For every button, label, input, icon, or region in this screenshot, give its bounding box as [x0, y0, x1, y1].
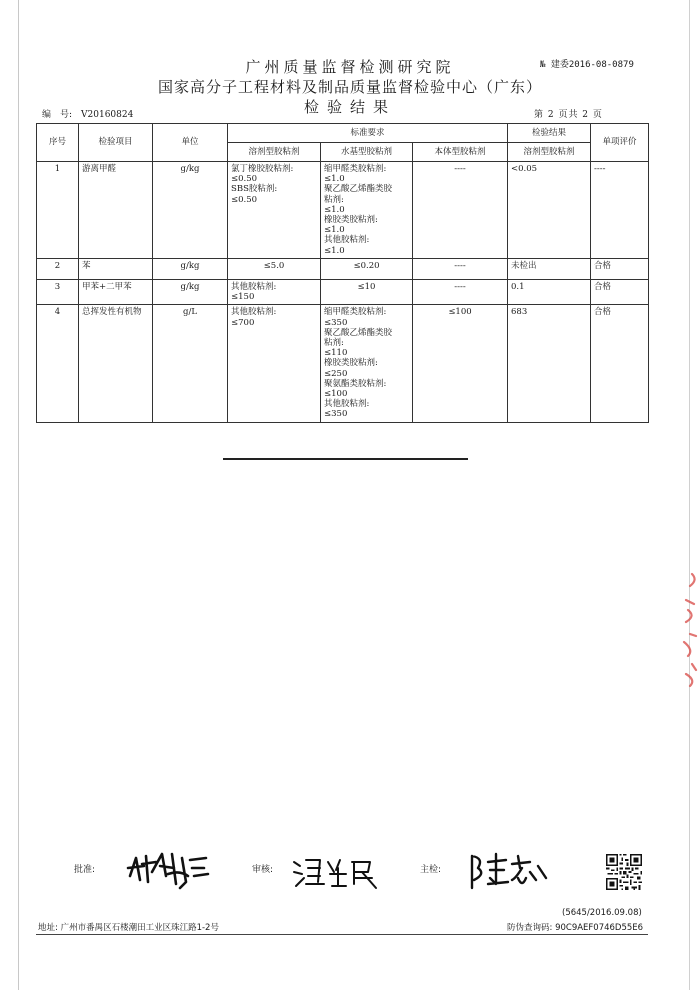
col-header-no: 序号: [37, 124, 79, 162]
chief-inspector-signature: [466, 848, 552, 892]
col-header-unit: 单位: [153, 124, 228, 162]
page-indicator: 第 2 页共 2 页: [534, 110, 603, 120]
standard-solvent-line: ≤0.50: [231, 174, 258, 185]
standard-water-line: 粘剂:: [324, 338, 344, 349]
standard-solvent-line: SBS胶粘剂:: [231, 184, 278, 195]
chief-inspector-label: 主检:: [420, 865, 442, 875]
approver-signature: [122, 846, 212, 890]
review-label: 审核:: [252, 865, 274, 875]
org-name-line2: 国家高分子工程材料及制品质量监督检验中心（广东）: [157, 78, 542, 96]
address: 地址: 广州市番禺区石楼潮田工业区珠江路1-2号: [38, 923, 219, 933]
standard-water-line: ≤1.0: [324, 174, 345, 185]
standard-water-line: ≤1.0: [324, 225, 345, 236]
row-number-cell: 4: [37, 305, 79, 422]
standard-bulk-cell: ≤100: [413, 305, 508, 422]
standard-water-line: 缩甲醛类胶粘剂:: [324, 164, 387, 174]
test-item-cell: 苯: [79, 259, 153, 280]
table-row: [37, 162, 649, 259]
col-header-solvent: 溶剂型胶粘剂: [228, 143, 321, 162]
reference-number: № 建委2016-08-0879: [540, 60, 634, 70]
row-number-cell: 2: [37, 259, 79, 280]
row-number-cell: 3: [37, 280, 79, 305]
standard-water-line: ≤250: [324, 368, 348, 379]
standard-solvent-line: 其他胶粘剂:: [231, 282, 277, 292]
standard-water-line: 其他胶粘剂:: [324, 399, 370, 410]
page-left-edge: [18, 0, 19, 990]
standard-water-line: ≤110: [324, 348, 348, 359]
footer-divider: [36, 934, 648, 935]
standard-water-line: 橡胶类胶粘剂:: [324, 215, 378, 226]
col-header-evaluation: 单项评价: [591, 124, 649, 162]
document-number: 编 号: V20160824: [42, 110, 134, 120]
standard-water-line: ≤350: [324, 317, 348, 328]
table-row: [37, 280, 649, 305]
reviewer-signature: [290, 852, 390, 892]
unit-cell: g/kg: [153, 259, 228, 280]
standard-bulk-cell: ----: [413, 280, 508, 305]
qr-code-icon: [606, 854, 642, 890]
evaluation-cell: 合格: [591, 305, 649, 422]
standard-water-line: ≤350: [324, 409, 348, 420]
result-value-cell: 未检出: [508, 259, 591, 280]
standard-water-line: 粘剂:: [324, 194, 344, 205]
standard-solvent-line: 氯丁橡胶胶粘剂:: [231, 164, 294, 174]
standard-water-line: ≤1.0: [324, 204, 345, 215]
standard-water-cell: [321, 259, 413, 280]
col-header-water: 水基型胶粘剂: [321, 143, 413, 162]
evaluation-cell: 合格: [591, 280, 649, 305]
evaluation-cell: ----: [591, 162, 649, 259]
result-value-cell: 683: [508, 305, 591, 422]
approve-label: 批准:: [74, 865, 96, 875]
standard-solvent-line: ≤5.0: [263, 261, 285, 271]
standard-water-cell: [321, 162, 413, 259]
standard-solvent-cell: [228, 305, 321, 422]
standard-solvent-line: 其他胶粘剂:: [231, 307, 277, 318]
standard-water-line: ≤0.20: [353, 261, 380, 271]
standard-solvent-line: ≤700: [231, 317, 255, 328]
standard-water-line: 聚乙酸乙烯酯类胶: [324, 184, 393, 195]
col-header-standard: 标准要求: [228, 124, 508, 143]
org-name-line1: 广州质量监督检测研究院: [245, 58, 455, 76]
standard-water-line: 聚氨酯类胶粘剂:: [324, 378, 387, 389]
standard-solvent-cell: [228, 280, 321, 305]
test-item-cell: 游离甲醛: [79, 162, 153, 259]
standard-water-cell: [321, 280, 413, 305]
standard-water-line: ≤100: [324, 389, 348, 400]
standard-water-line: ≤1.0: [324, 245, 345, 256]
test-item-cell: 甲苯+二甲苯: [79, 280, 153, 305]
evaluation-cell: 合格: [591, 259, 649, 280]
col-header-item: 检验项目: [79, 124, 153, 162]
standard-water-line: ≤10: [357, 282, 376, 292]
result-value-cell: 0.1: [508, 280, 591, 305]
col-header-result-solvent: 溶剂型胶粘剂: [508, 143, 591, 162]
standard-solvent-line: ≤0.50: [231, 194, 258, 205]
standard-solvent-cell: [228, 259, 321, 280]
table-row: [37, 305, 649, 422]
unit-cell: g/L: [153, 305, 228, 422]
test-item-cell: 总挥发性有机物: [79, 305, 153, 422]
document-title: 检验结果: [303, 98, 396, 116]
anti-counterfeit-code: 防伪查询码: 90C9AEF0746D55E6: [507, 923, 644, 933]
result-value-cell: <0.05: [508, 162, 591, 259]
standard-bulk-cell: ----: [413, 259, 508, 280]
results-table: [36, 123, 649, 423]
standard-water-line: 橡胶类胶粘剂:: [324, 358, 378, 369]
unit-cell: g/kg: [153, 280, 228, 305]
standard-water-line: 其他胶粘剂:: [324, 235, 370, 246]
col-header-bulk: 本体型胶粘剂: [413, 143, 508, 162]
standard-bulk-cell: ----: [413, 162, 508, 259]
table-row: [37, 259, 649, 280]
form-code: (5645/2016.09.08): [562, 908, 642, 918]
col-header-result: 检验结果: [508, 124, 591, 143]
standard-water-line: 聚乙酸乙烯酯类胶: [324, 327, 393, 338]
row-number-cell: 1: [37, 162, 79, 259]
table-header-row: [37, 124, 649, 143]
red-seal-icon: [676, 570, 698, 690]
end-of-table-rule: [223, 458, 468, 460]
page-right-edge: [689, 0, 690, 990]
standard-water-cell: [321, 305, 413, 422]
unit-cell: g/kg: [153, 162, 228, 259]
standard-solvent-cell: [228, 162, 321, 259]
standard-water-line: 缩甲醛类胶粘剂:: [324, 307, 387, 318]
standard-solvent-line: ≤150: [231, 292, 255, 303]
